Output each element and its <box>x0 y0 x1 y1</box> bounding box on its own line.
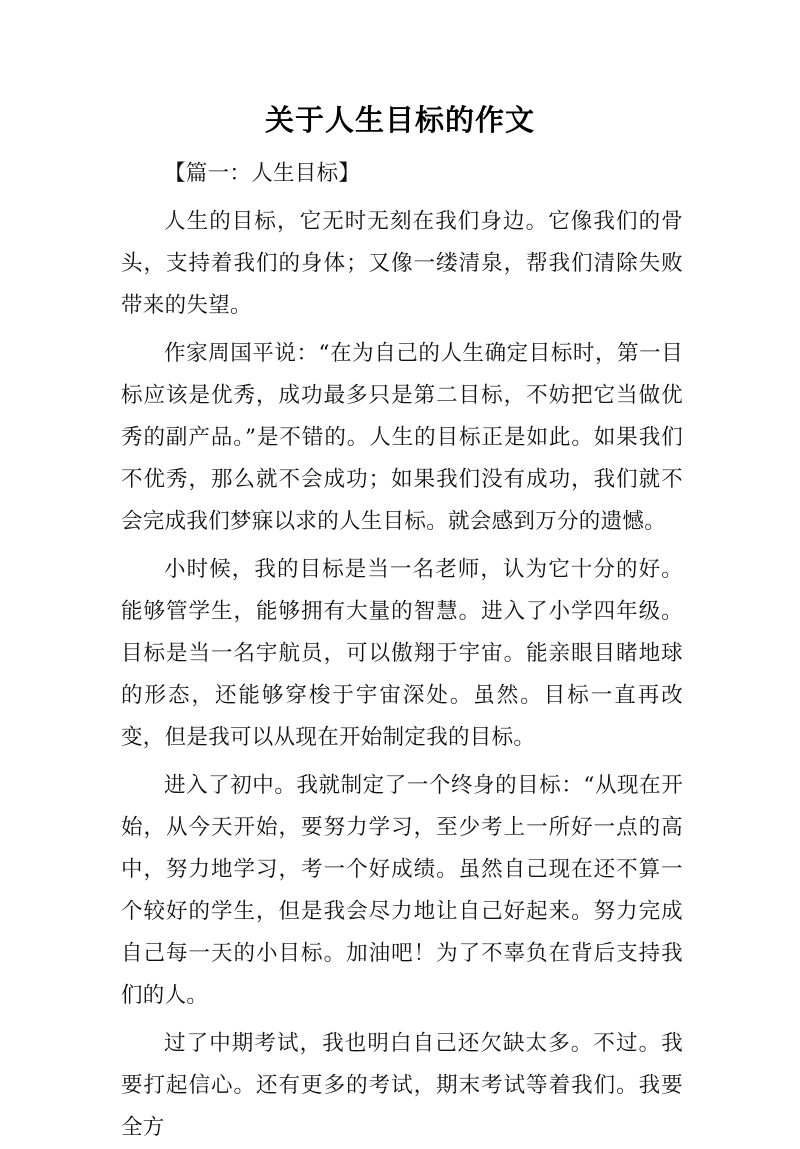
section-heading: 【篇一：人生目标】 <box>164 161 361 186</box>
paragraph-3: 小时候，我的目标是当一名老师，认为它十分的好。能够管学生，能够拥有大量的智慧。进入了小学四年级。目标是当一名宇航员，可以傲翔于宇宙。能亲眼目睹地球的形态，还能够穿梭于宇宙深处。虽然。目标一直再改变，但是我可以从现在开始制定我的目标。 <box>121 557 683 750</box>
document-body <box>121 153 683 1149</box>
document-title: 关于人生目标的作文 <box>264 103 535 137</box>
paragraph-1: 人生的目标，它无时无刻在我们身边。它像我们的骨头，支持着我们的身体；又像一缕清泉，帮我们清除失败带来的失望。 <box>121 209 683 318</box>
paragraph-2: 作家周国平说：“在为自己的人生确定目标时，第一目标应该是优秀，成功最多只是第二目标，不妨把它当做优秀的副产品。”是不错的。人生的目标正是如此。如果我们不优秀，那么就不会成功；如果我们没有成功，我们就不会完成我们梦寐以求的人生目标。就会感到万分的遗憾。 <box>121 341 683 534</box>
paragraph-5: 过了中期考试，我也明白自己还欠缺太多。不过。我要打起信心。还有更多的考试，期末考试等着我们。我要全方 <box>121 1031 683 1140</box>
paragraph-4: 进入了初中。我就制定了一个终身的目标：“从现在开始，从今天开始，要努力学习，至少考上一所好一点的高中，努力地学习，考一个好成绩。虽然自己现在还不算一个较好的学生，但是我会尽力地让自己好起来。努力完成自己每一天的小目标。加油吧！为了不辜负在背后支持我们的人。 <box>121 773 683 1008</box>
